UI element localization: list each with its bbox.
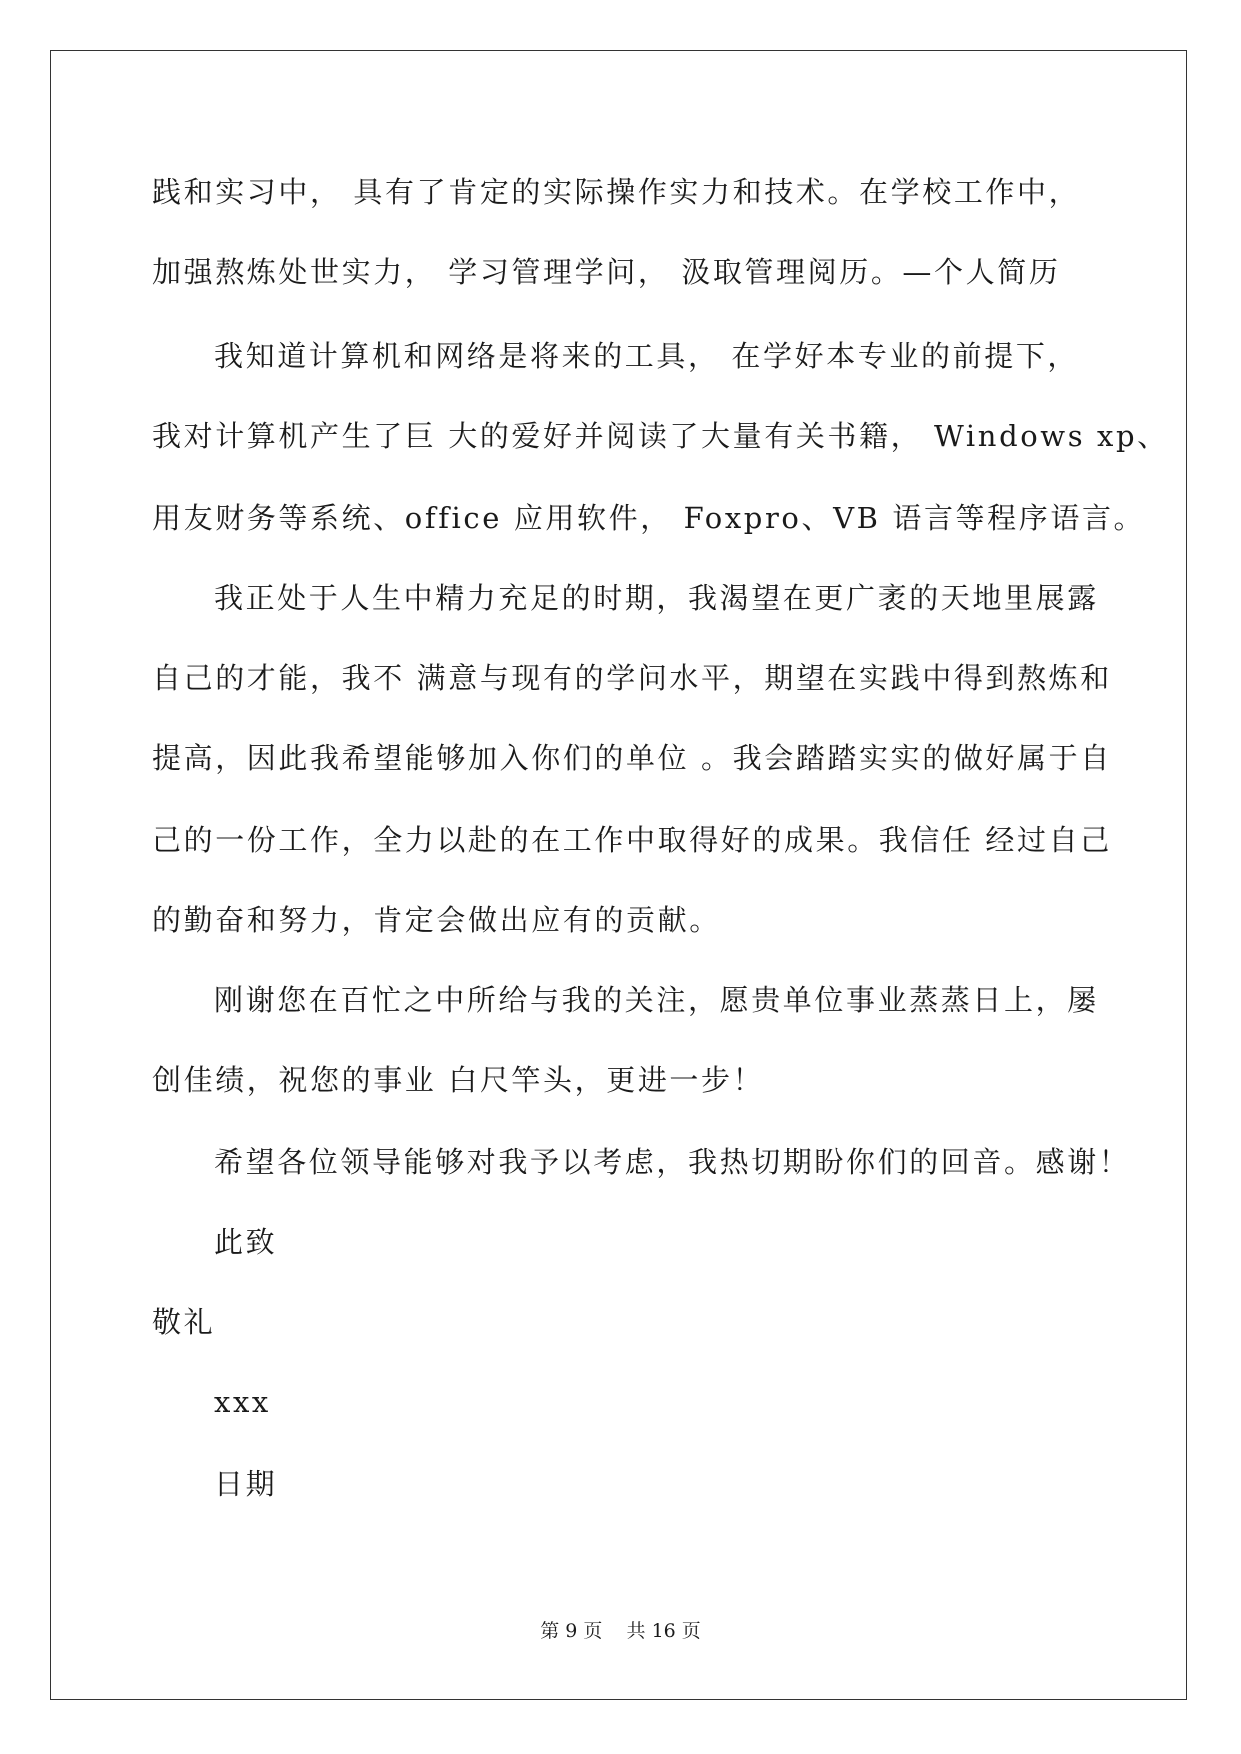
text-line-3: 我知道计算机和网络是将来的工具， 在学好本专业的前提下，	[214, 339, 1080, 373]
text-line-12: 创佳绩，祝您的事业 白尺竿头，更进一步！	[152, 1063, 765, 1097]
page-border	[50, 50, 1187, 1700]
text-line-11: 刚谢您在百忙之中所给与我的关注，愿贵单位事业蒸蒸日上，屡	[214, 983, 1099, 1017]
page-number-footer: 第 9 页 共 16 页	[540, 1620, 701, 1642]
signature-date: 日期	[214, 1467, 278, 1501]
regards-line: 敬礼	[152, 1305, 216, 1339]
text-line-13: 希望各位领导能够对我予以考虑，我热切期盼你们的回音。感谢！	[214, 1145, 1131, 1179]
text-line-2: 加强熬炼处世实力， 学习管理学问， 汲取管理阅历。—个人简历	[152, 255, 1061, 289]
text-line-6: 我正处于人生中精力充足的时期，我渴望在更广袤的天地里展露	[214, 581, 1099, 615]
text-line-1: 践和实习中， 具有了肯定的实际操作实力和技术。在学校工作中，	[152, 175, 1081, 209]
salutation-line: 此致	[214, 1225, 278, 1259]
text-line-8: 提高，因此我希望能够加入你们的单位 。我会踏踏实实的做好属于自	[152, 741, 1112, 775]
text-line-10: 的勤奋和努力，肯定会做出应有的贡献。	[152, 903, 721, 937]
text-line-4: 我对计算机产生了巨 大的爱好并阅读了大量有关书籍， Windows xp、	[152, 419, 1169, 453]
text-line-9: 己的一份工作，全力以赴的在工作中取得好的成果。我信任 经过自己	[152, 823, 1112, 857]
signature-name: xxx	[214, 1385, 271, 1419]
text-line-5: 用友财务等系统、office 应用软件， Foxpro、VB 语言等程序语言。	[152, 501, 1146, 535]
text-line-7: 自己的才能，我不 满意与现有的学问水平，期望在实践中得到熬炼和	[152, 661, 1112, 695]
